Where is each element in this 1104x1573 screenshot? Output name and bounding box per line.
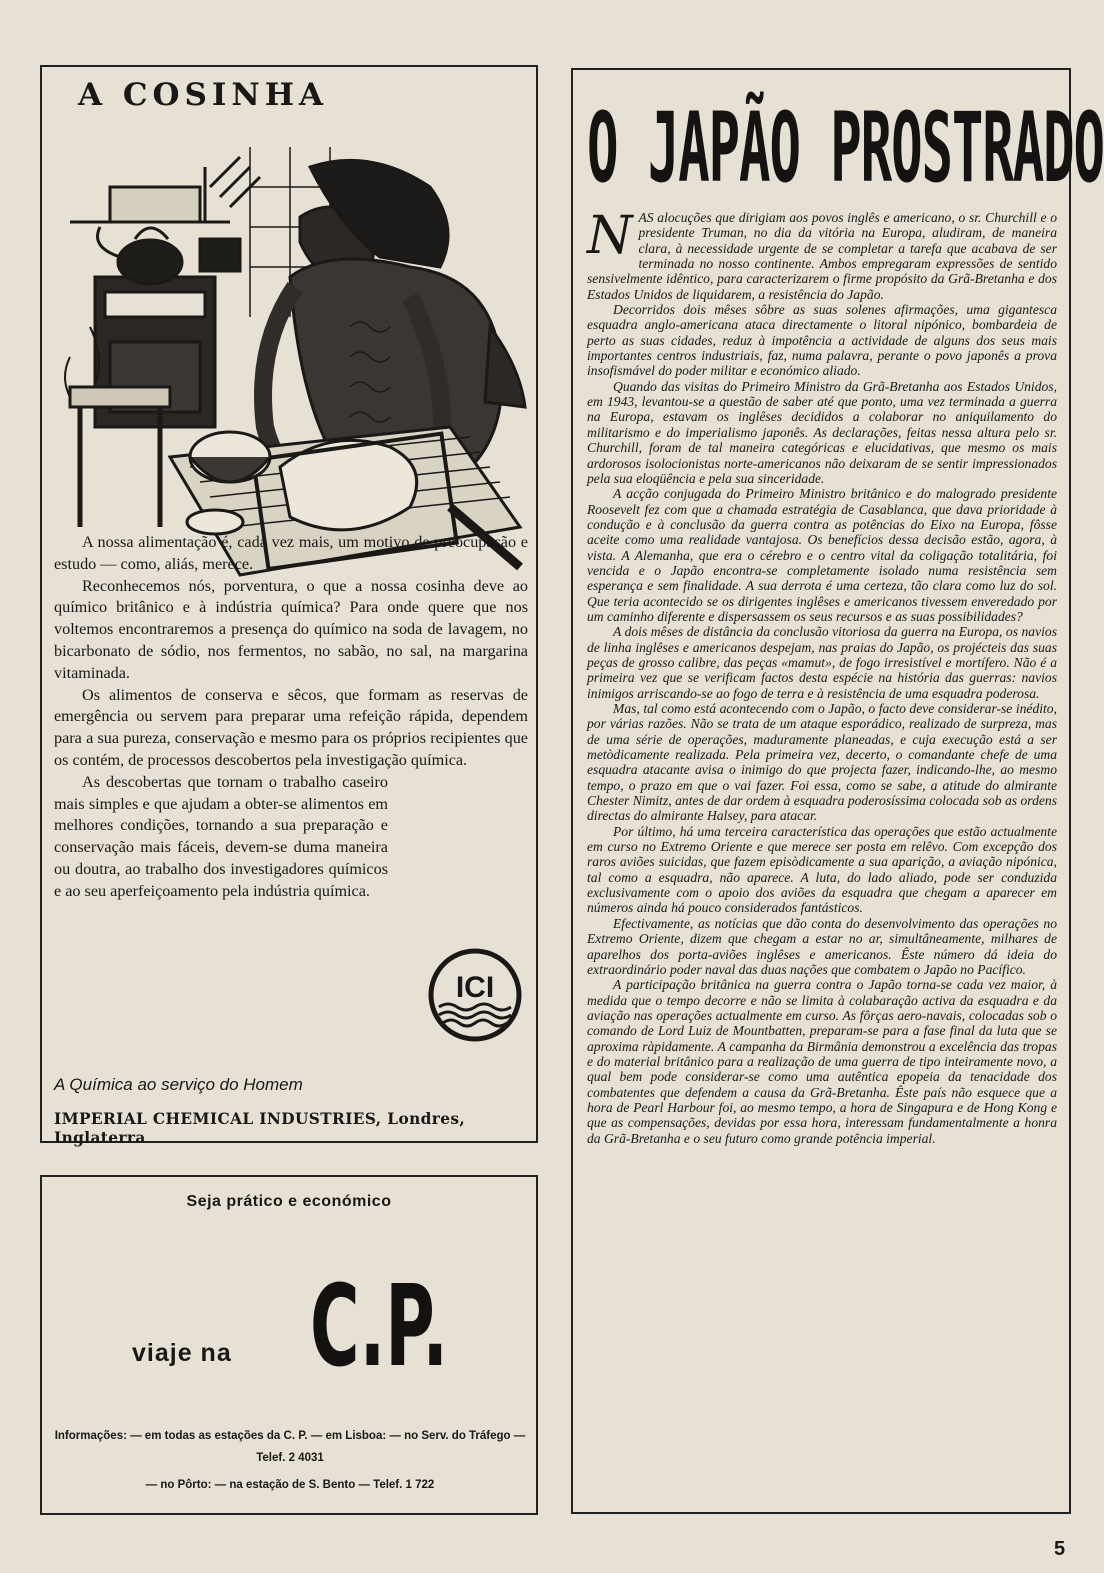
article <box>571 68 1104 1514</box>
page-number: 5 <box>1054 1538 1066 1560</box>
article-paragraph: Efectivamente, as notícias que dão conta do desenvolvimento das operações no Extremo Oriente, dizem que chegam a estar no ar, simultâneamente, milhares de aparelhos dos porta-aviões inglêses e americanos. Êste número dá ideia do extraordinário poder naval das duas nações que combatem o Japão no Pacífico. <box>587 915 1057 977</box>
cp-headline: Seja prático e económico <box>186 1193 392 1210</box>
ad-body <box>54 532 528 903</box>
ici-logo <box>427 947 523 1043</box>
article-paragraph: Mas, tal como está acontecendo com o Japão, o facto deve considerar-se inédito, por várias razões. Não se trata de um ataque esporádico, realizado de surpreza, mas de uma série de operações, maduramente planeadas, e cuja execução está a ser metòdicamente realizada. Pela primeira vez, decerto, o comandante chefe de uma esquadra atacante avisa o inimigo do que projecta fazer, indicando-lhe, ao mesmo tempo, o prazo em que o vai fazer. Foi essa, como se sabe, a atitude do almirante Chester Nimitz, antes de dar ordem à esquadra poderosíssima colocada sob as ordens directas do almirante Halsey, para atacar. <box>587 701 1057 824</box>
cp-info-porto: — no Pôrto: — na estação de S. Bento — Telef. 1 722 <box>145 1479 435 1491</box>
article-paragraph: Por último, há uma terceira característica das operações que estão actualmente em curso no Extremo Oriente e que merece ser posta em relêvo. Com excepção dos raros aviões suicidas, que fazem episòdicamente a sua aparição, a aviação nipónica, tal como a esquadra, não aparece. A luta, do lado aliado, pode ser conduzida exclusivamente com o apoio dos aviões da esquadra que chegam a aparecer em números ainda há pouco considerados fantásticos. <box>587 823 1057 916</box>
article-paragraph: NAS alocuções que dirigiam aos povos inglês e americano, o sr. Churchill e o presidente Truman, no dia da vitória na Europa, aludiram, de maneira clara, à necessidade urgente de se completar a tarefa que acabava de ser terminada no nosso continente. Ambos empregaram expressões de sentido sensivelmente idêntico, para caracterizarem o firme propósito da Grã-Bretanha e dos Estados Unidos de liquidarem, a resistência do Japão. <box>587 206 1057 302</box>
ici-advertisement <box>40 65 538 1147</box>
ad-paragraph: A nossa alimentação é, cada vez mais, um motivo de preocupação e estudo — como, aliás, merece. <box>54 533 528 573</box>
cp-advertisement <box>40 1175 538 1515</box>
ad-paragraph: As descobertas que tornam o trabalho caseiro mais simples e que ajudam a obter-se alimentos em melhores condições, tornando a sua preparação e conservação mais fáceis, devem-se duma maneira ou doutra, ao trabalho dos investigadores químicos e ao seu aperfeiçoamento pela indústria química. <box>54 772 388 900</box>
article-paragraph: A participação britânica na guerra contra o Japão torna-se cada vez maior, à medida que o tempo decorre e não se limita à colabaração activa da esquadra e da aviação nas operações actualmente em curso. As fôrças aero-navais, colocadas sob o comando de Lord Luiz de Mountbatten, preparam-se para a fase final da luta que se aproxima ràpidamente. A campanha da Birmânia demonstrou a excelência das tropas e do material britânico para a realização de uma guerra de tipo inteiramente novo, a qual bem pode considerar-se como uma autêntica epopeia da tenacidade dos combatentes que defendem a causa da Grã-Bretanha. Êste país não esquece que a hora de Pearl Harbour foi, ao mesmo tempo, a hora de Singapura e de Hong Kong e que as compensações, devidas por essa hora, interessam fundamentalmente a honra da Grã-Bretanha e o seu futuro como grande potência imperial. <box>587 977 1057 1146</box>
article-paragraph: Decorridos dois mêses sôbre as suas solenes afirmações, uma gigantesca esquadra anglo-americana ataca directamente o litoral nipónico, bombardeia de perto as suas cidades, reduz à impotência a actividade de alguns dos seus mais importantes centros industriais, faz, numa palavra, perante o povo japonês a prova insofismável do poder militar e económico aliado. <box>587 302 1057 379</box>
ad-paragraph: Reconhecemos nós, porventura, o que a nossa cosinha deve ao químico britânico e à indústria química? Para onde quere que nos voltemos encontraremos a presença do químico na soda de lavagem, no bicarbonato de sódio, nos fermentos, no sabão, no sal, na margarina vitaminada. <box>54 576 528 682</box>
ad-company: IMPERIAL CHEMICAL INDUSTRIES, Londres, Inglaterra <box>54 1109 466 1147</box>
article-body <box>587 206 1057 1146</box>
cp-info: Informações: — em todas as estações da C. P. — em Lisboa: — no Serv. do Tráfego — Telef. 2 4031 <box>54 1430 526 1464</box>
ad-title: A COSINHA <box>78 77 329 113</box>
cp-travel-text: viaje na <box>132 1339 232 1367</box>
ici-logo-text: ICI <box>455 971 495 1004</box>
article-paragraph: A acção conjugada do Primeiro Ministro britânico e do malogrado presidente Roosevelt fez com que a chamada estratégia de Casablanca, que dava prioridade à condução e à conclusão da guerra contra as potências do Eixo na Europa, fôsse aceite como uma realidade vantajosa. Os benefícios dessa decisão estão, agora, à vista. A Alemanha, que era o cérebro e o centro vital da coligação totalitária, foi vencida e o Japão encontra-se completamente isolado numa resistência sem esperança e sem finalidade. A sua derrota é uma certeza, tão clara como luz do sol. Que teria acontecido se os dirigentes inglêses e americanos tivessem enveredado por um caminho diferente e dispersassem os seus recursos e as suas possibilidades? <box>587 486 1057 624</box>
cp-logo <box>310 1262 450 1392</box>
article-paragraph: Quando das visitas do Primeiro Ministro da Grã-Bretanha aos Estados Unidos, em 1943, levantou-se a questão de saber até que ponto, uma vez terminada a guerra na Europa, estavam os inglêses decididos a colaborar no aniquilamento do militarismo e do imperialismo japonês. As declarações, feitas nessa altura pelo sr. Churchill, foram de tal maneira categóricas e elucidativas, que mesmo os mais ardorosos isolocionistas norte-americanos não deixaram de se sentir impressionados pela sua eloqüência e pela sua sinceridade. <box>587 378 1057 486</box>
drop-cap: N <box>587 206 633 266</box>
kitchen-illustration <box>50 127 530 575</box>
article-paragraph: A dois mêses de distância da conclusão vitoriosa da guerra na Europa, os navios de linha inglêses e americanos despejam, nas praias do Japão, os projécteis das suas peças de grosso calibre, das peças «mamut», de fogo irresistível e mortífero. Não é a primeira vez que se verificam factos desta espécie na história das guerras: navios inimigos arriscando-se ao fogo de terra e à resistência de uma esquadra poderosa. <box>587 624 1057 701</box>
article-title: O JAPÃO PROSTRADO <box>587 92 1104 204</box>
ad-paragraph: Os alimentos de conserva e sêcos, que formam as reservas de emergência ou servem para preparar uma refeição rápida, dependem para a sua pureza, conservação e mesmo para os próprios recipientes que os contém, de processos descobertos pela investigação química. <box>54 685 528 769</box>
cp-logo-text: C.P. <box>310 1262 448 1392</box>
ad-tagline: A Química ao serviço do Homem <box>54 1075 303 1094</box>
